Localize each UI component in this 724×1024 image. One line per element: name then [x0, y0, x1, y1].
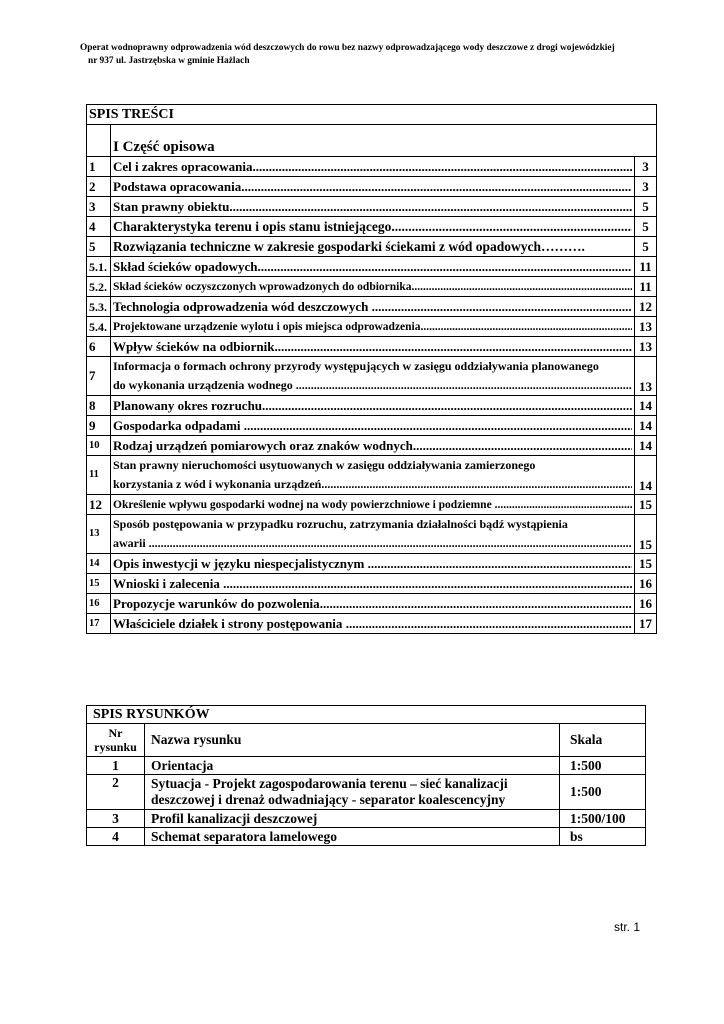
toc-row: [87, 297, 657, 317]
toc-item-number: 6: [87, 337, 111, 357]
page-number: str. 1: [614, 920, 641, 934]
toc-item-number: 11: [87, 456, 111, 495]
toc-item-page: 15: [635, 495, 657, 515]
toc-row: [87, 357, 657, 396]
toc-row: [87, 197, 657, 217]
figures-title: SPIS RYSUNKÓW: [87, 706, 646, 724]
toc-item-page: 13: [635, 357, 657, 396]
figure-name: [145, 810, 560, 828]
figure-scale: 1:500/100: [559, 810, 645, 828]
toc-item-title-text: Rozwiązania techniczne w zakresie gospodarki ściekami z wód opadowych……….: [113, 238, 585, 254]
toc-item-page: 14: [635, 456, 657, 495]
toc-item-number: 17: [87, 614, 111, 634]
figure-scale: 1:500: [559, 775, 645, 810]
toc-item-title: [111, 297, 635, 317]
toc-item-title: [111, 396, 635, 416]
figure-name: [145, 757, 560, 775]
figure-name-line1: Sytuacja - Projekt zagospodarowania terenu – sieć kanalizacji: [151, 776, 508, 791]
figure-scale: 1:500: [559, 757, 645, 775]
figure-row: [87, 775, 646, 810]
toc-item-page: 14: [635, 396, 657, 416]
toc-item-page: 15: [635, 515, 657, 554]
toc-item-page: 15: [635, 554, 657, 574]
toc-item-title: [111, 257, 635, 277]
toc-row: [87, 237, 657, 257]
toc-item-title: [111, 157, 635, 177]
toc-item-page: 11: [635, 257, 657, 277]
figure-name-line1: Schemat separatora lamelowego: [151, 828, 337, 844]
toc-item-page: 17: [635, 614, 657, 634]
toc-item-number: 5.1.: [87, 257, 111, 277]
toc-item-title: [111, 515, 635, 554]
toc-item-title-text: Charakterystyka terenu i opis stanu istniejącego .....: [113, 219, 632, 235]
toc-item-number: 10: [87, 436, 111, 456]
toc-row: [87, 396, 657, 416]
figure-scale: bs: [559, 828, 645, 846]
toc-item-number: 1: [87, 157, 111, 177]
toc-row: [87, 594, 657, 614]
toc-item-title: [111, 574, 635, 594]
toc-part-label: I Część opisowa: [111, 125, 657, 157]
figure-name: [145, 828, 560, 846]
toc-row: [87, 574, 657, 594]
toc-item-title: [111, 177, 635, 197]
toc-item-page: 12: [635, 297, 657, 317]
toc-row: [87, 456, 657, 495]
toc-item-title: [111, 456, 635, 495]
toc-item-title: [111, 614, 635, 634]
toc-row: [87, 277, 657, 297]
toc-row: [87, 177, 657, 197]
toc-item-title: [111, 436, 635, 456]
toc-title: SPIS TREŚCI: [87, 105, 657, 125]
toc-item-title-text: Gospodarka odpadami .....: [113, 418, 632, 434]
toc-item-number: 16: [87, 594, 111, 614]
toc-item-title-text: Stan prawny obiektu .....: [113, 199, 632, 215]
toc-item-number: 9: [87, 416, 111, 436]
toc-item-title-text: Wnioski i zalecenia .....: [113, 576, 632, 592]
toc-item-number: 13: [87, 515, 111, 554]
toc-row: [87, 515, 657, 554]
toc-item-title-text: Wpływ ścieków na odbiornik .....: [113, 339, 632, 355]
toc-item-title: [111, 217, 635, 237]
col-scale-header: Skala: [559, 724, 645, 757]
toc-item-title-text: Technologia odprowadzenia wód deszczowych .....: [113, 299, 632, 315]
col-nr-header: Nr rysunku: [87, 724, 145, 757]
figure-name-line1: Orientacja: [151, 757, 214, 773]
toc-item-title: [111, 554, 635, 574]
toc-item-title-text: Cel i zakres opracowania .....: [113, 159, 632, 175]
toc-item-title-line1: Informacja o formach ochrony przyrody występujących w zasięgu oddziaływania planowanego: [113, 359, 599, 373]
toc-item-title-text: Podstawa opracowania .....: [113, 179, 632, 195]
toc-item-number: 5.2.: [87, 277, 111, 297]
toc-row: [87, 217, 657, 237]
toc-item-title-line2: korzystania z wód i wykonania urządzeń .....: [113, 475, 632, 494]
toc-row: [87, 495, 657, 515]
col-name-header: Nazwa rysunku: [145, 724, 560, 757]
toc-item-title-text: Określenie wpływu gospodarki wodnej na wody powierzchniowe i podziemne .....: [113, 497, 632, 513]
toc-item-title-line2: do wykonania urządzenia wodnego .....: [113, 376, 632, 395]
document-header: [80, 42, 680, 68]
figure-row: [87, 757, 646, 775]
table-of-contents: [86, 104, 657, 634]
toc-item-title-text: Planowany okres rozruchu .....: [113, 398, 632, 414]
toc-item-page: 16: [635, 574, 657, 594]
toc-row: [87, 554, 657, 574]
toc-item-title-line1: Stan prawny nieruchomości usytuowanych w zasięgu oddziaływania zamierzonego: [113, 458, 536, 472]
toc-item-number: 15: [87, 574, 111, 594]
figure-name-line1: Profil kanalizacji deszczowej: [151, 810, 318, 826]
toc-row: [87, 436, 657, 456]
figure-number: 2: [87, 775, 145, 810]
toc-item-title-line1: Sposób postępowania w przypadku rozruchu, zatrzymania działalności bądź wystąpienia: [113, 517, 568, 531]
toc-item-title-text: Opis inwestycji w języku niespecjalistycznym .....: [113, 556, 632, 572]
toc-row: [87, 614, 657, 634]
toc-item-number: 5.3.: [87, 297, 111, 317]
toc-item-title: [111, 317, 635, 337]
toc-item-page: 11: [635, 277, 657, 297]
figure-number: 1: [87, 757, 145, 775]
toc-item-page: 3: [635, 157, 657, 177]
toc-item-title: [111, 237, 635, 257]
toc-item-number: 12: [87, 495, 111, 515]
toc-item-page: 5: [635, 237, 657, 257]
toc-item-number: 8: [87, 396, 111, 416]
toc-item-number: 2: [87, 177, 111, 197]
figure-name-line2: deszczowej i drenaż odwadniający - separator koalescencyjny: [151, 792, 506, 807]
toc-item-title: [111, 197, 635, 217]
toc-item-number: 3: [87, 197, 111, 217]
toc-item-page: 14: [635, 436, 657, 456]
toc-item-page: 16: [635, 594, 657, 614]
toc-item-title-text: Rodzaj urządzeń pomiarowych oraz znaków wodnych .....: [113, 438, 632, 454]
figure-row: [87, 828, 646, 846]
toc-item-title: [111, 277, 635, 297]
toc-item-title: [111, 495, 635, 515]
toc-row: [87, 317, 657, 337]
toc-item-title-text: Skład ścieków oczyszczonych wprowadzonych do odbiornika .....: [113, 279, 632, 295]
toc-item-page: 13: [635, 337, 657, 357]
toc-item-page: 13: [635, 317, 657, 337]
header-line-2: nr 937 ul. Jastrzębska w gminie Hażlach: [88, 56, 250, 66]
figure-number: 4: [87, 828, 145, 846]
toc-item-title-text: Propozycje warunków do pozwolenia .....: [113, 596, 632, 612]
toc-row: [87, 157, 657, 177]
toc-row: [87, 337, 657, 357]
figure-name: [145, 775, 560, 810]
figures-list: [86, 705, 646, 846]
toc-item-number: 5.4.: [87, 317, 111, 337]
toc-item-title: [111, 337, 635, 357]
toc-item-page: 3: [635, 177, 657, 197]
header-line-1: Operat wodnoprawny odprowadzenia wód deszczowych do rowu bez nazwy odprowadzającego wody deszczowe z drogi wojewódzkiej: [80, 43, 615, 53]
toc-item-number: 5: [87, 237, 111, 257]
toc-item-title-text: Właściciele działek i strony postępowania .....: [113, 616, 632, 632]
toc-item-page: 14: [635, 416, 657, 436]
toc-item-number: 7: [87, 357, 111, 396]
toc-item-title: [111, 594, 635, 614]
toc-item-number: 4: [87, 217, 111, 237]
toc-item-title: [111, 357, 635, 396]
toc-item-page: 5: [635, 197, 657, 217]
toc-item-title: [111, 416, 635, 436]
figure-number: 3: [87, 810, 145, 828]
toc-row: [87, 257, 657, 277]
toc-item-title-line2: awarii .....: [113, 534, 632, 553]
toc-item-title-text: Projektowane urządzenie wylotu i opis miejsca odprowadzenia .....: [113, 319, 632, 335]
toc-row: [87, 416, 657, 436]
toc-item-number: 14: [87, 554, 111, 574]
toc-item-title-text: Skład ścieków opadowych .....: [113, 259, 632, 275]
toc-item-page: 5: [635, 217, 657, 237]
figure-row: [87, 810, 646, 828]
